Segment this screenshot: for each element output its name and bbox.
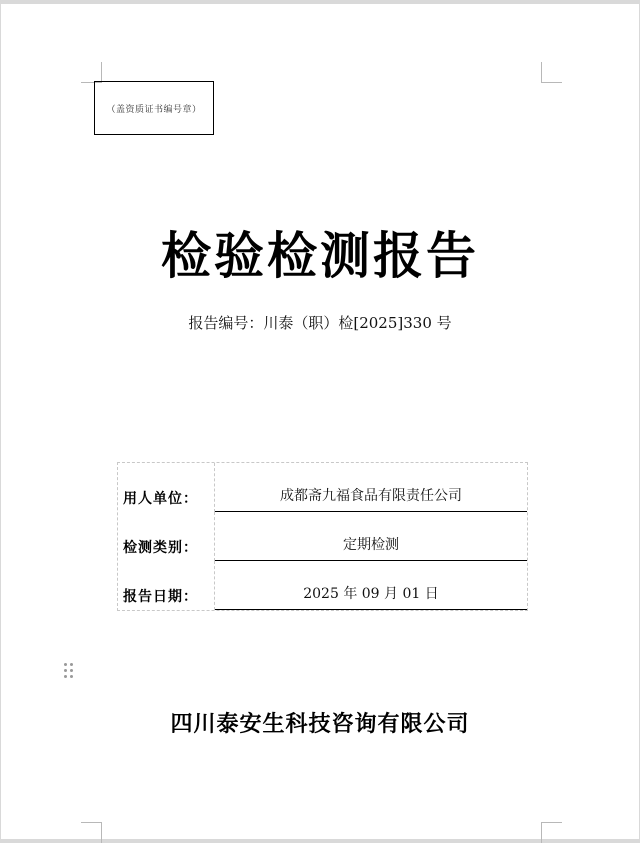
report-date-value[interactable]: 2025 年 09 月 01 日: [215, 579, 527, 610]
info-row-employer: [118, 463, 527, 512]
crop-mark-bottom-left: [81, 822, 102, 843]
document-page: [1, 4, 639, 839]
info-table: [117, 462, 528, 611]
test-type-label: 检测类别：: [123, 540, 198, 556]
report-number: 报告编号：川泰（职）检[2025]330 号: [188, 314, 452, 332]
info-row-report-date: [118, 561, 527, 610]
info-row-test-type: [118, 512, 527, 561]
employer-label: 用人单位：: [123, 491, 198, 507]
company-name: 四川泰安生科技咨询有限公司: [170, 711, 470, 737]
report-title: 检验检测报告: [161, 226, 479, 285]
report-date-label: 报告日期：: [123, 589, 198, 605]
crop-mark-top-left: [81, 62, 102, 83]
stamp-placeholder-box: [94, 81, 214, 135]
drag-handle-icon[interactable]: [64, 663, 74, 679]
test-type-value[interactable]: 定期检测: [215, 530, 527, 561]
stamp-note: （盖资质证书编号章）: [106, 104, 202, 115]
crop-mark-top-right: [541, 62, 562, 83]
crop-mark-bottom-right: [541, 822, 562, 843]
employer-value[interactable]: 成都斋九福食品有限责任公司: [215, 481, 527, 512]
